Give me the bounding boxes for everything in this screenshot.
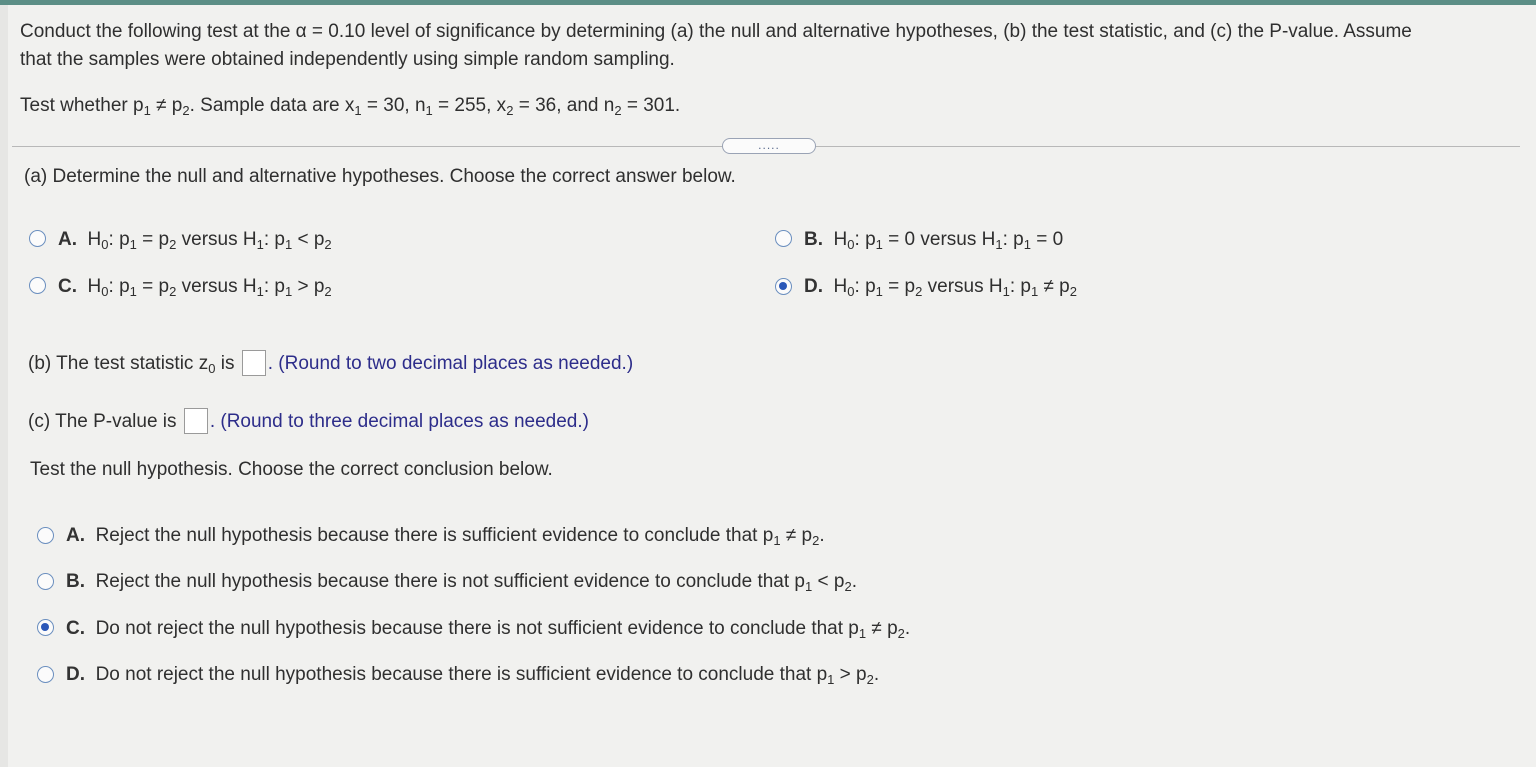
part-c-line: (c) The P-value is . (Round to three decimal places as needed.) [28, 408, 589, 434]
conclusion-option-b[interactable]: B. Reject the null hypothesis because there is not sufficient evidence to conclude that $p_1 < p_2$. [66, 571, 857, 594]
part-a-option-b-radio[interactable] [775, 230, 792, 247]
p-value-input[interactable] [184, 408, 208, 434]
conclusion-option-d-radio[interactable] [37, 666, 54, 683]
question-intro-line2: that the samples were obtained independently using simple random sampling. [20, 49, 675, 70]
conclusion-option-b-radio[interactable] [37, 573, 54, 590]
conclusion-option-a[interactable]: A. Reject the null hypothesis because there is sufficient evidence to conclude that $p_1 \ne p_2$. [66, 525, 825, 548]
part-a-option-b[interactable]: B. $H_0$: $p_1 = 0$ versus $H_1$: $p_1 = 0$ [804, 229, 1064, 252]
left-edge [0, 5, 8, 767]
conclusion-option-d[interactable]: D. Do not reject the null hypothesis because there is sufficient evidence to conclude that $p_1 > p_2$. [66, 664, 880, 687]
part-a-option-c[interactable]: C. $H_0$: $p_1 = p_2$ versus $H_1$: $p_1 > p_2$ [58, 276, 332, 299]
part-a-option-a-radio[interactable] [29, 230, 46, 247]
part-a-prompt: (a) Determine the null and alternative hypotheses. Choose the correct answer below. [24, 166, 736, 187]
part-a-option-d[interactable]: D. $H_0$: $p_1 = p_2$ versus $H_1$: $p_1 \ne p_2$ [804, 276, 1077, 299]
conclusion-option-a-radio[interactable] [37, 527, 54, 544]
part-a-option-d-radio[interactable] [775, 278, 792, 295]
part-b-line: (b) The test statistic $z_0$ is . (Round to two decimal places as needed.) [28, 350, 633, 376]
test-statistic-input[interactable] [242, 350, 266, 376]
conclusion-option-c-radio[interactable] [37, 619, 54, 636]
question-intro-line1: Conduct the following test at the α = 0.10 level of significance by determining (a) the null and alternative hypotheses, (b) the test statistic, and (c) the P-value. Assume [20, 21, 1412, 42]
question-test-line: Test whether $p_1 \ne p_2$. Sample data are $x_1 = 30$, $n_1 = 255$, $x_2 = 36$, and $n_2 = 301$. [20, 95, 681, 118]
conclusion-prompt: Test the null hypothesis. Choose the correct conclusion below. [30, 459, 553, 480]
top-accent-bar [0, 0, 1536, 5]
conclusion-option-c[interactable]: C. Do not reject the null hypothesis because there is not sufficient evidence to conclude that $p_1 \ne p_2$. [66, 618, 911, 641]
part-a-option-c-radio[interactable] [29, 277, 46, 294]
part-a-option-a[interactable]: A. $H_0$: $p_1 = p_2$ versus $H_1$: $p_1 < p_2$ [58, 229, 332, 252]
show-more-button[interactable]: ..... [722, 138, 816, 154]
